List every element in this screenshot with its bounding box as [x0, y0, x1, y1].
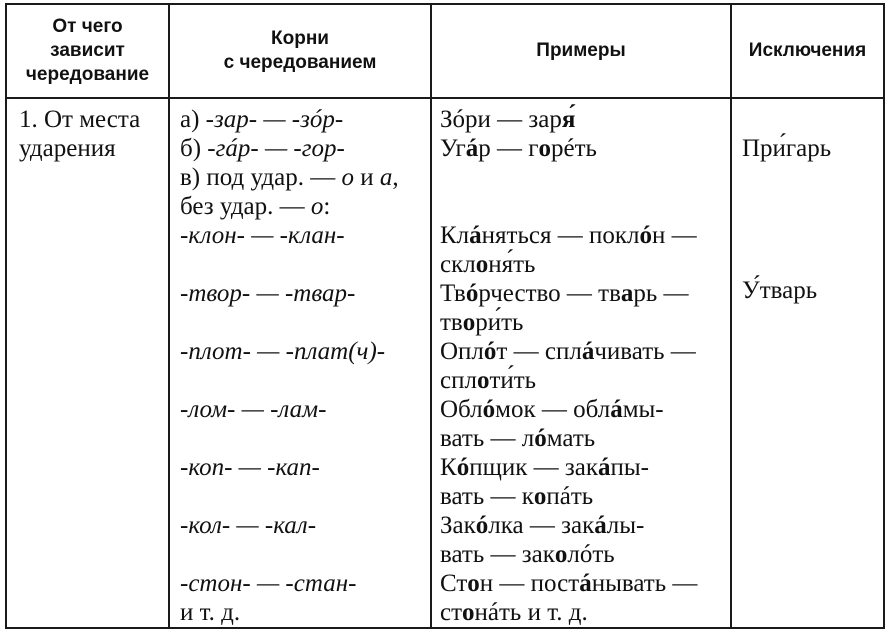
factor-cell [6, 98, 169, 628]
example-line-segment: я́ [561, 106, 576, 133]
root-line-segment: без удар. — [180, 193, 311, 220]
example-line-segment: о [533, 483, 547, 510]
roots-list [180, 105, 426, 627]
example-line-segment: вать — к [440, 483, 534, 510]
root-line-segment: -твор- — -твар- [180, 280, 356, 307]
example-line-segment: рь — [633, 280, 689, 307]
example-line-segment: á [594, 512, 607, 539]
example-line-segment: á [610, 396, 623, 423]
example-line-segment: á [581, 338, 595, 365]
example-line-segment: á [469, 222, 482, 249]
example-line [440, 395, 726, 424]
example-line-segment: рéть [551, 135, 597, 162]
example-line-segment: К [440, 454, 457, 481]
example-line-segment: ó [482, 396, 496, 423]
example-line-segment: мы- [622, 396, 664, 423]
example-line-segment: о [538, 135, 552, 162]
root-line [180, 308, 426, 337]
root-line-segment: -клон- — -клан- [180, 222, 345, 249]
example-line-segment: пáть [546, 483, 594, 510]
root-line-segment: и [354, 164, 380, 191]
root-line [180, 163, 426, 192]
spacer [742, 163, 879, 276]
example-line [440, 453, 726, 482]
roots-cell [169, 98, 431, 628]
alternation-table [5, 3, 885, 629]
exceptions-cell [731, 98, 884, 628]
example-line-segment: ó [465, 280, 479, 307]
example-line [440, 192, 726, 221]
root-line [180, 424, 426, 453]
example-line-segment: вать — л [440, 425, 535, 452]
header-examples: Примеры [431, 4, 731, 98]
table-row [6, 98, 884, 628]
example-line-segment: о [475, 251, 489, 278]
header-exceptions: Исключения [731, 4, 884, 98]
root-line [180, 105, 426, 134]
examples-list [440, 105, 726, 627]
example-line-segment: а [620, 280, 634, 307]
example-line [440, 482, 726, 511]
example-line-segment: рчество — тв [478, 280, 621, 307]
example-line-segment: ó [456, 454, 470, 481]
root-line-segment: : [323, 193, 331, 220]
header-dependency-line: От чего [52, 16, 123, 37]
example-line-segment: скл [440, 251, 476, 278]
example-line [440, 511, 726, 540]
example-line-segment: о [554, 541, 568, 568]
example-line-segment: лы- [606, 512, 645, 539]
root-line-segment: и т. д. [180, 599, 241, 626]
header-roots-line: с чередованием [223, 52, 377, 73]
example-line [440, 105, 726, 134]
example-line-segment: Тв [440, 280, 466, 307]
example-line-segment: о [462, 309, 476, 336]
example-line [440, 569, 726, 598]
root-line [180, 511, 426, 540]
example-line-segment: á [465, 135, 479, 162]
root-line-segment: о [341, 164, 354, 191]
root-line-segment: -лом- — -лам- [180, 396, 327, 423]
example-line-segment: ó [475, 512, 489, 539]
example-line-segment: лка — зак [488, 512, 595, 539]
example-line-segment: ри́ть [475, 309, 524, 336]
root-line [180, 337, 426, 366]
root-line-segment: а [379, 164, 393, 191]
example-line-segment: нáть и т. д. [474, 599, 588, 626]
root-line [180, 598, 426, 627]
root-line [180, 482, 426, 511]
example-line-segment: ня́ть [488, 251, 536, 278]
root-line-segment: , [392, 164, 399, 191]
example-line-segment: Ст [440, 570, 468, 597]
example-line-segment: á [579, 570, 592, 597]
example-line-segment: лóть [567, 541, 615, 568]
example-line [440, 598, 726, 627]
root-line-segment: -стон- — -стан- [180, 570, 357, 597]
example-line [440, 163, 726, 192]
root-line [180, 221, 426, 250]
example-line-segment: о [462, 599, 475, 626]
root-line-segment: -гáр- — -гор- [207, 135, 345, 162]
example-line-segment: á [597, 454, 611, 481]
root-line [180, 366, 426, 395]
factor-line: 1. От места [19, 106, 141, 133]
example-line [440, 221, 726, 250]
root-line-segment: -коп- — -кап- [180, 454, 320, 481]
example-line-segment: ó [639, 222, 652, 249]
example-line-segment: Кл [440, 222, 470, 249]
example-line-segment: н — пост [479, 570, 580, 597]
example-line [440, 424, 726, 453]
header-row [6, 4, 884, 98]
example-line-segment: н — [651, 222, 697, 249]
example-line [440, 337, 726, 366]
example-line-segment: вать — зак [440, 541, 555, 568]
example-line-segment: о [467, 570, 480, 597]
example-line [440, 134, 726, 163]
example-line-segment: чивать — [594, 338, 696, 365]
root-line [180, 192, 426, 221]
root-line [180, 250, 426, 279]
example-line-segment: Зак [440, 512, 476, 539]
root-line [180, 540, 426, 569]
example-line-segment: мать [546, 425, 596, 452]
root-line [180, 134, 426, 163]
root-line [180, 279, 426, 308]
exception-item: При́гарь [742, 135, 832, 162]
example-line [440, 279, 726, 308]
root-line-segment: -кол- — -кал- [180, 512, 317, 539]
example-line-segment: Зóри — зар [440, 106, 562, 133]
example-line-segment: ти́ть [489, 367, 537, 394]
example-line [440, 366, 726, 395]
example-line-segment: т — спл [496, 338, 582, 365]
root-line [180, 569, 426, 598]
header-roots-line: Корни [271, 28, 329, 49]
root-line-segment: б) [180, 135, 208, 162]
root-line-segment: -плот- — -плат(ч)- [180, 338, 386, 365]
example-line-segment: нывать — [591, 570, 698, 597]
example-line-segment: ó [483, 338, 497, 365]
example-line-segment: спл [440, 367, 477, 394]
example-line-segment: р — г [478, 135, 539, 162]
root-line-segment: а) [180, 106, 206, 133]
example-line-segment: пы- [610, 454, 649, 481]
example-line-segment: мок — обл [495, 396, 611, 423]
example-line-segment: няться — покл [481, 222, 640, 249]
root-line [180, 395, 426, 424]
spacer [742, 105, 879, 134]
example-line [440, 540, 726, 569]
example-line [440, 250, 726, 279]
example-line-segment: Опл [440, 338, 484, 365]
root-line-segment: о [310, 193, 324, 220]
example-line-segment: ó [534, 425, 547, 452]
header-roots [169, 4, 431, 98]
example-line-segment: тв [440, 309, 463, 336]
header-dependency-line: чередование [25, 64, 150, 85]
header-dependency-line: зависит [50, 40, 125, 61]
example-line-segment: Уг [440, 135, 466, 162]
exception-item: У́тварь [742, 277, 818, 304]
header-dependency [6, 4, 169, 98]
example-line-segment: Обл [440, 396, 483, 423]
examples-cell [431, 98, 731, 628]
example-line-segment: ст [440, 599, 463, 626]
root-line-segment: -зар- — -зóр- [205, 106, 344, 133]
root-line [180, 453, 426, 482]
factor-line: ударения [19, 135, 116, 162]
example-line [440, 308, 726, 337]
example-line-segment: пщик — зак [469, 454, 598, 481]
example-line-segment: о [476, 367, 490, 394]
root-line-segment: в) под удар. — [180, 164, 342, 191]
